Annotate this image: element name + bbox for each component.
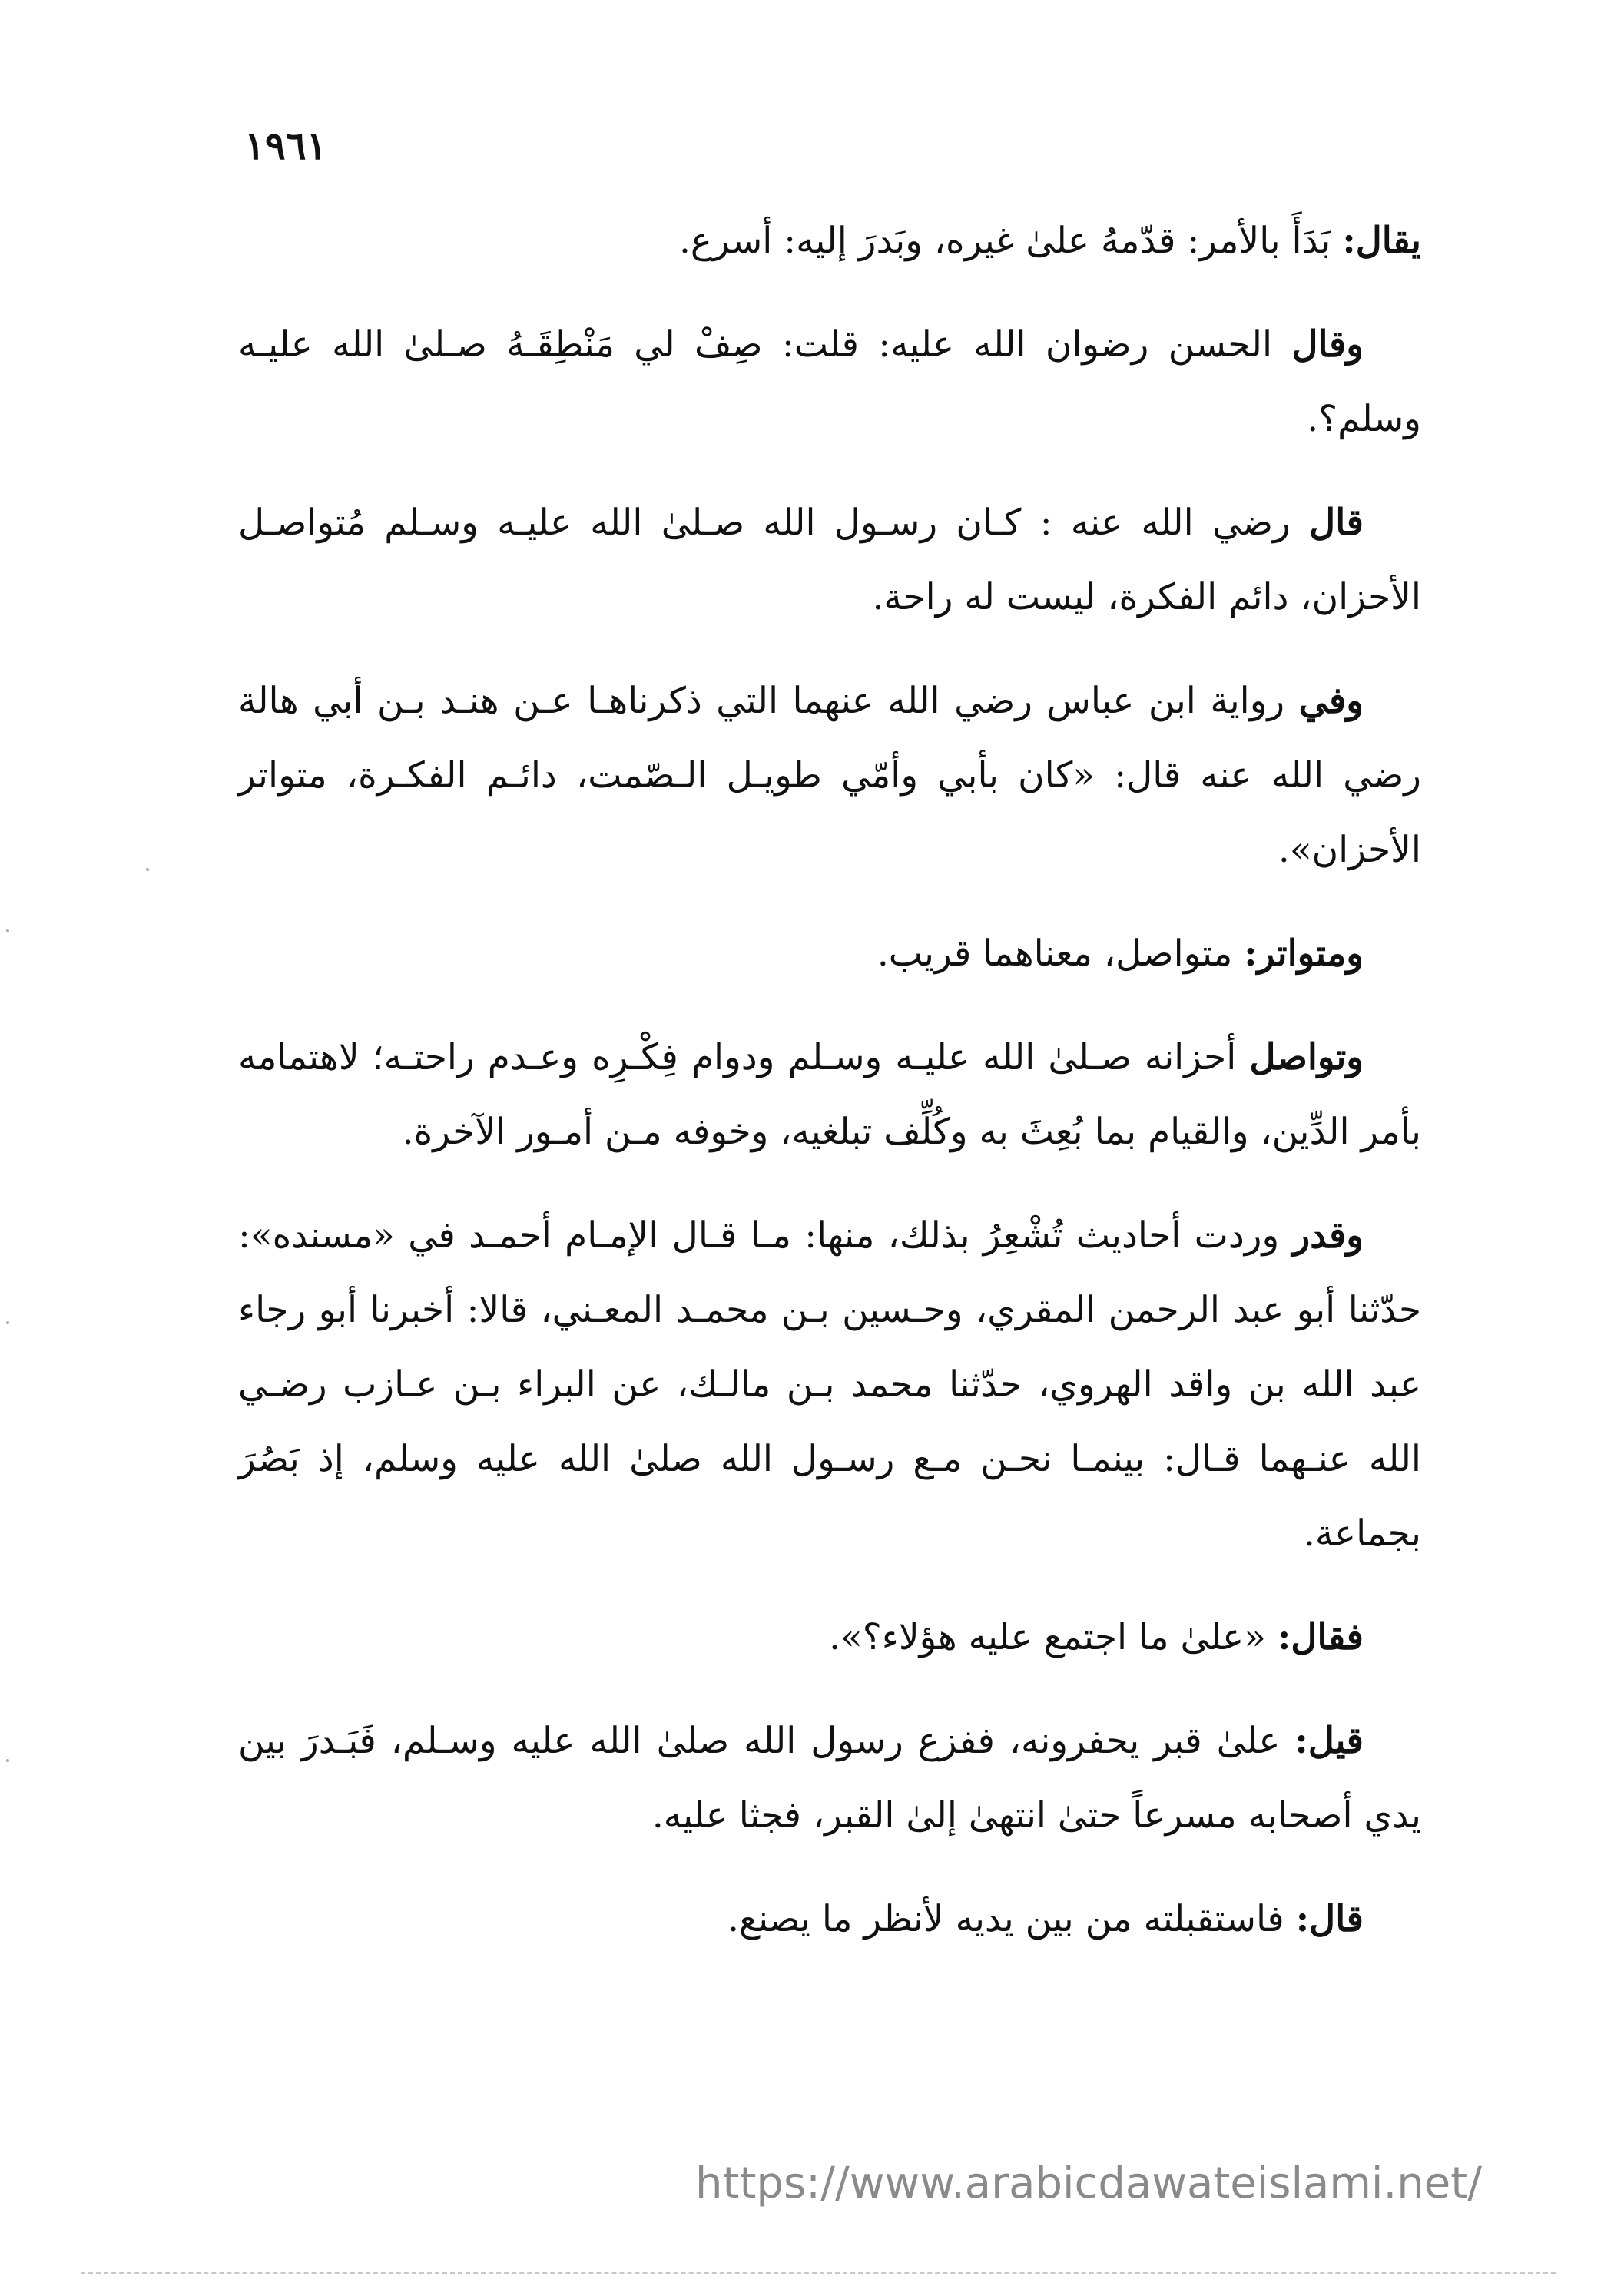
paragraph-4 <box>238 664 1421 887</box>
page-number: ١٩٦١ <box>244 123 327 168</box>
paragraph-text: فاستقبلته من بين يديه لأنظر ما يصنع. <box>727 1898 1284 1940</box>
paragraph-9 <box>238 1704 1421 1853</box>
paragraph-text: علىٰ قبر يحفرونه، ففزع رسول الله صلىٰ الله عليه وسـلم، فَبَـدرَ بين يدي أصحابه مسرعاً حتىٰ انتهىٰ إلىٰ القبر، فجثا عليه. <box>238 1720 1421 1837</box>
scan-speck <box>146 868 149 871</box>
paragraph-lead: وفي <box>1298 680 1364 722</box>
paragraph-2 <box>238 307 1421 456</box>
paragraph-lead: فقال: <box>1277 1616 1364 1658</box>
paragraph-text: «علىٰ ما اجتمع عليه هؤلاء؟». <box>829 1616 1266 1658</box>
watermark-url: https://www.arabicdawateislami.net/ <box>695 2158 1483 2208</box>
paragraph-lead: ومتواتر: <box>1244 932 1364 975</box>
paragraph-text: رواية ابن عباس رضي الله عنهما التي ذكرناهـا عـن هنـد بـن أبي هالة رضي الله عنه قال: «كان بأبي وأمّي طويـل الـصّمت، دائـم الفكـرة، متواتر الأحزان». <box>238 680 1421 871</box>
paragraph-text: الحسن رضوان الله عليه: قلت: صِفْ لي مَنْطِقَـهُ صـلىٰ الله عليـه وسلم؟. <box>238 323 1421 440</box>
paragraph-lead: قال: <box>1295 1898 1364 1940</box>
page-bottom-rule <box>81 2272 1556 2275</box>
paragraph-7 <box>238 1198 1421 1571</box>
paragraph-lead: وقال <box>1291 323 1364 366</box>
paragraph-5 <box>238 916 1421 991</box>
paragraph-1 <box>238 204 1421 278</box>
paragraph-6 <box>238 1020 1421 1169</box>
paragraph-text: متواصل، معناهما قريب. <box>877 932 1233 975</box>
paragraph-lead: يقال: <box>1342 220 1421 262</box>
paragraph-lead: قال <box>1309 502 1364 544</box>
paragraph-text: بَدَأَ بالأمر: قدّمهُ علىٰ غيره، وبَدرَ إليه: أسرع. <box>678 220 1331 262</box>
paragraph-lead: قيل: <box>1294 1720 1364 1762</box>
paragraph-3 <box>238 485 1421 634</box>
paragraph-8 <box>238 1600 1421 1675</box>
scan-speck <box>6 1759 9 1762</box>
paragraph-10 <box>238 1882 1421 1956</box>
paragraph-text: أحزانه صـلىٰ الله عليـه وسـلم ودوام فِكْـرِه وعـدم راحتـه؛ لاهتمامه بأمر الدِّين، والقيام بما بُعِثَ به وكُلِّف تبلغيه، وخوفه مـن أمـور الآخرة. <box>238 1036 1421 1153</box>
paragraph-lead: وقدر <box>1292 1214 1364 1257</box>
paragraph-lead: وتواصل <box>1249 1036 1364 1078</box>
scan-speck <box>6 1321 9 1324</box>
scan-speck <box>6 929 9 932</box>
paragraph-text: وردت أحاديث تُشْعِرُ بذلك، منها: مـا قـال الإمـام أحمـد في «مسنده»: حدّثنا أبو عبد الرحمن المقري، وحـسين بـن محمـد المعـني، قالا: أخبرنا أبو رجاء عبد الله بن واقد الهروي، حدّثنا محمد بـن مالـك، عن البراء بـن عـازب رضـي الله عنـهما قـال: بينمـا نحـن مـع رسـول الله صلىٰ الله عليه وسلم، إذ بَصُرَ بجماعة. <box>238 1214 1421 1555</box>
page-body <box>238 204 1421 1986</box>
paragraph-text: رضي الله عنه : كـان رسـول الله صـلىٰ الله عليـه وسـلم مُتواصـل الأحزان، دائم الفكرة، ليست له راحة. <box>238 502 1421 618</box>
